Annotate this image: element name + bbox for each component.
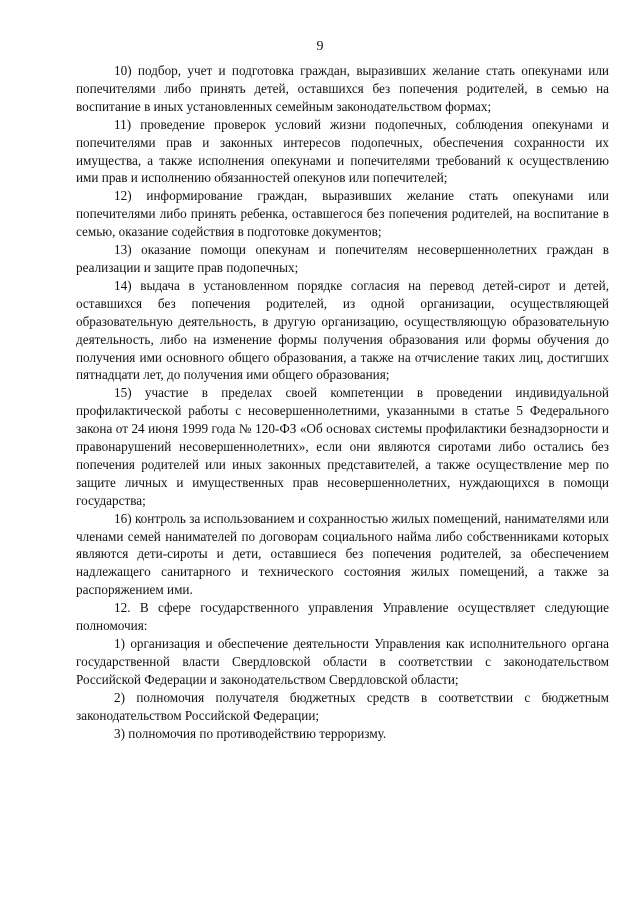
paragraph-item-14: 14) выдача в установленном порядке согласия на перевод детей-сирот и детей, оставшихся без попечения родителей, из одной организации, осуществляющей образовательную деятельность, в другую организацию, осуществляющую образовательную деятельность, либо на изменение формы получения образования или формы обучения до получения ими основного общего образования, а также на отчисление таких лиц, достигших пятнадцати лет, до получения ими общего образования; — [76, 277, 609, 383]
document-body — [76, 62, 609, 742]
paragraph-item-13: 13) оказание помощи опекунам и попечителям несовершеннолетних граждан в реализации и защите прав подопечных; — [76, 242, 609, 275]
paragraph-item-12: 12) информирование граждан, выразивших желание стать опекунами или попечителями либо принять ребенка, оставшегося без попечения родителей, на воспитание в семью, оказание содействия в подготовке документов; — [76, 188, 609, 240]
paragraph-item-10: 10) подбор, учет и подготовка граждан, выразивших желание стать опекунами или попечителями либо принять детей, оставшихся без попечения родителей, в семью на воспитание в иных установленных семейным законодательством формах; — [76, 63, 609, 114]
section-12-intro: 12. В сфере государственного управления Управление осуществляет следующие полномочия: — [76, 600, 609, 634]
page-number: 9 — [316, 39, 324, 54]
section-12-item-2: 2) полномочия получателя бюджетных средств в соответствии с бюджетным законодательством Российской Федерации; — [76, 689, 609, 723]
paragraph-item-11: 11) проведение проверок условий жизни подопечных, соблюдения опекунами и попечителями прав и законных интересов подопечных, обеспечения сохранности их имущества, а также исполнения опекунами и попечителями требований к осуществлению ими прав и исполнению обязанностей опекунов или попечителей; — [76, 116, 609, 186]
section-12-item-3: 3) полномочия по противодействию терроризму. — [114, 725, 387, 741]
paragraph-item-16: 16) контроль за использованием и сохранностью жилых помещений, нанимателями или членами семей нанимателей по договорам социального найма либо собственниками которых являются дети-сироты и дети, оставшиеся без попечения родителей, за обеспечением надлежащего санитарного и технического состояния жилых помещений, а также за распоряжением ими. — [76, 510, 609, 598]
paragraph-item-15: 15) участие в пределах своей компетенции в проведении индивидуальной профилактической работы с несовершеннолетними, указанными в статье 5 Федерального закона от 24 июня 1999 года № 120-ФЗ «Об основах системы профилактики безнадзорности и правонарушений несовершеннолетних», если они являются сиротами либо остались без попечения родителей или иных законных представителей, а также осуществление мер по защите личных и имущественных прав несовершеннолетних, нуждающихся в помощи государства; — [76, 385, 609, 508]
section-12-item-1: 1) организация и обеспечение деятельности Управления как исполнительного органа государственной власти Свердловской области в соответствии с законодательством Российской Федерации и законодательством Свердловской области; — [76, 636, 609, 687]
